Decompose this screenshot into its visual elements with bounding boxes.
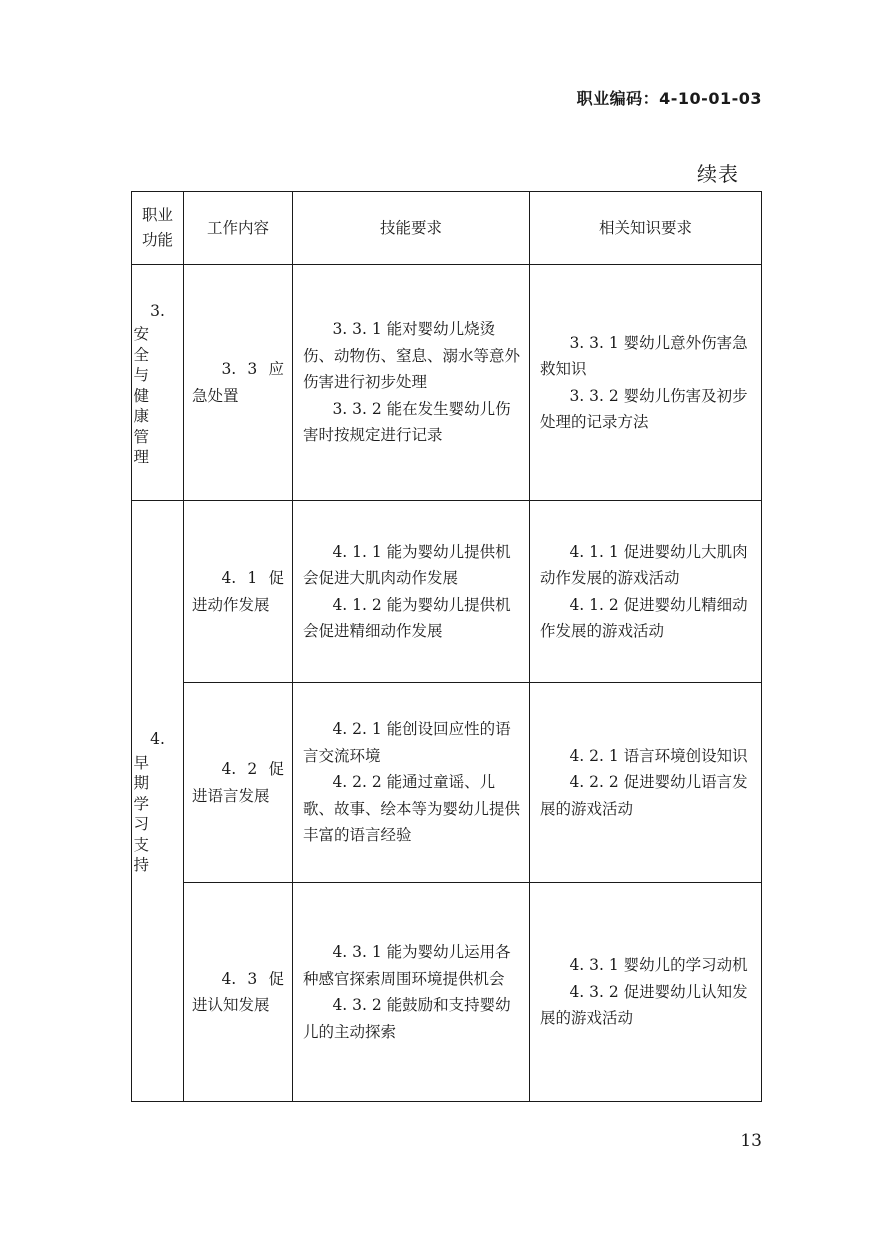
- work-content-cell: [184, 501, 293, 683]
- knowledge-item: 4. 1. 2 促进婴幼儿精细动作发展的游戏活动: [540, 595, 748, 640]
- skill-cell: [293, 883, 530, 1102]
- knowledge-item: 4. 2. 2 促进婴幼儿语言发展的游戏活动: [540, 773, 748, 818]
- knowledge-item: 4. 3. 2 促进婴幼儿认知发展的游戏活动: [540, 982, 748, 1028]
- table-row: [132, 265, 762, 501]
- function-cell-4: [132, 501, 184, 1102]
- skill-item: 4. 1. 1 能为婴幼儿提供机会促进大肌肉动作发展: [303, 542, 511, 587]
- work-content-cell: [184, 683, 293, 883]
- table-header-row: [132, 192, 762, 265]
- work-content-cell: [184, 883, 293, 1102]
- header-skill-requirements: 技能要求: [293, 192, 530, 265]
- work-content: 4. 2 促进语言发展: [192, 760, 284, 805]
- work-content: 3. 3 应急处置: [192, 360, 284, 405]
- function-cell-3: [132, 265, 184, 501]
- skills-table: [131, 191, 762, 1102]
- occupation-code: 职业编码：4-10-01-03: [576, 89, 762, 108]
- page-number: 13: [740, 1131, 762, 1151]
- skill-cell: [293, 683, 530, 883]
- skill-item: 4. 3. 1 能为婴幼儿运用各种感官探索周围环境提供机会: [303, 943, 511, 988]
- function-number: 3.: [150, 301, 165, 320]
- table-row: [132, 501, 762, 683]
- skill-item: 4. 3. 2 能鼓励和支持婴幼儿的主动探索: [303, 996, 511, 1041]
- header-function-line2: 功能: [141, 231, 173, 249]
- function-name: 安全与健康管理: [133, 325, 150, 466]
- knowledge-item: 4. 2. 1 语言环境创设知识: [569, 746, 748, 765]
- skill-item: 3. 3. 1 能对婴幼儿烧烫伤、动物伤、窒息、溺水等意外伤害进行初步处理: [303, 320, 521, 392]
- function-number: 4.: [150, 730, 165, 749]
- header-function-line1: 职业: [141, 206, 173, 224]
- knowledge-cell: [530, 265, 762, 501]
- header-function: [132, 192, 184, 265]
- skill-item: 4. 1. 2 能为婴幼儿提供机会促进精细动作发展: [303, 595, 511, 640]
- knowledge-cell: [530, 683, 762, 883]
- knowledge-item: 3. 3. 2 婴幼儿伤害及初步处理的记录方法: [540, 386, 748, 431]
- knowledge-cell: [530, 501, 762, 683]
- table-row: [132, 883, 762, 1102]
- skill-item: 4. 2. 1 能创设回应性的语言交流环境: [303, 720, 511, 765]
- skill-item: 4. 2. 2 能通过童谣、儿歌、故事、绘本等为婴幼儿提供丰富的语言经验: [303, 773, 521, 845]
- function-name: 早期学习支持: [133, 753, 150, 875]
- header-work-content: 工作内容: [184, 192, 293, 265]
- skill-item: 3. 3. 2 能在发生婴幼儿伤害时按规定进行记录: [303, 399, 511, 445]
- header-knowledge-requirements: 相关知识要求: [530, 192, 762, 265]
- work-content: 4. 3 促进认知发展: [192, 969, 284, 1014]
- knowledge-item: 3. 3. 1 婴幼儿意外伤害急救知识: [540, 333, 748, 378]
- work-content: 4. 1 促进动作发展: [192, 569, 284, 614]
- knowledge-cell: [530, 883, 762, 1102]
- knowledge-item: 4. 3. 1 婴幼儿的学习动机: [569, 956, 748, 975]
- table-row: [132, 683, 762, 883]
- knowledge-item: 4. 1. 1 促进婴幼儿大肌肉动作发展的游戏活动: [540, 542, 748, 587]
- skill-cell: [293, 501, 530, 683]
- work-content-cell: [184, 265, 293, 501]
- skill-cell: [293, 265, 530, 501]
- continued-label: 续表: [697, 162, 739, 186]
